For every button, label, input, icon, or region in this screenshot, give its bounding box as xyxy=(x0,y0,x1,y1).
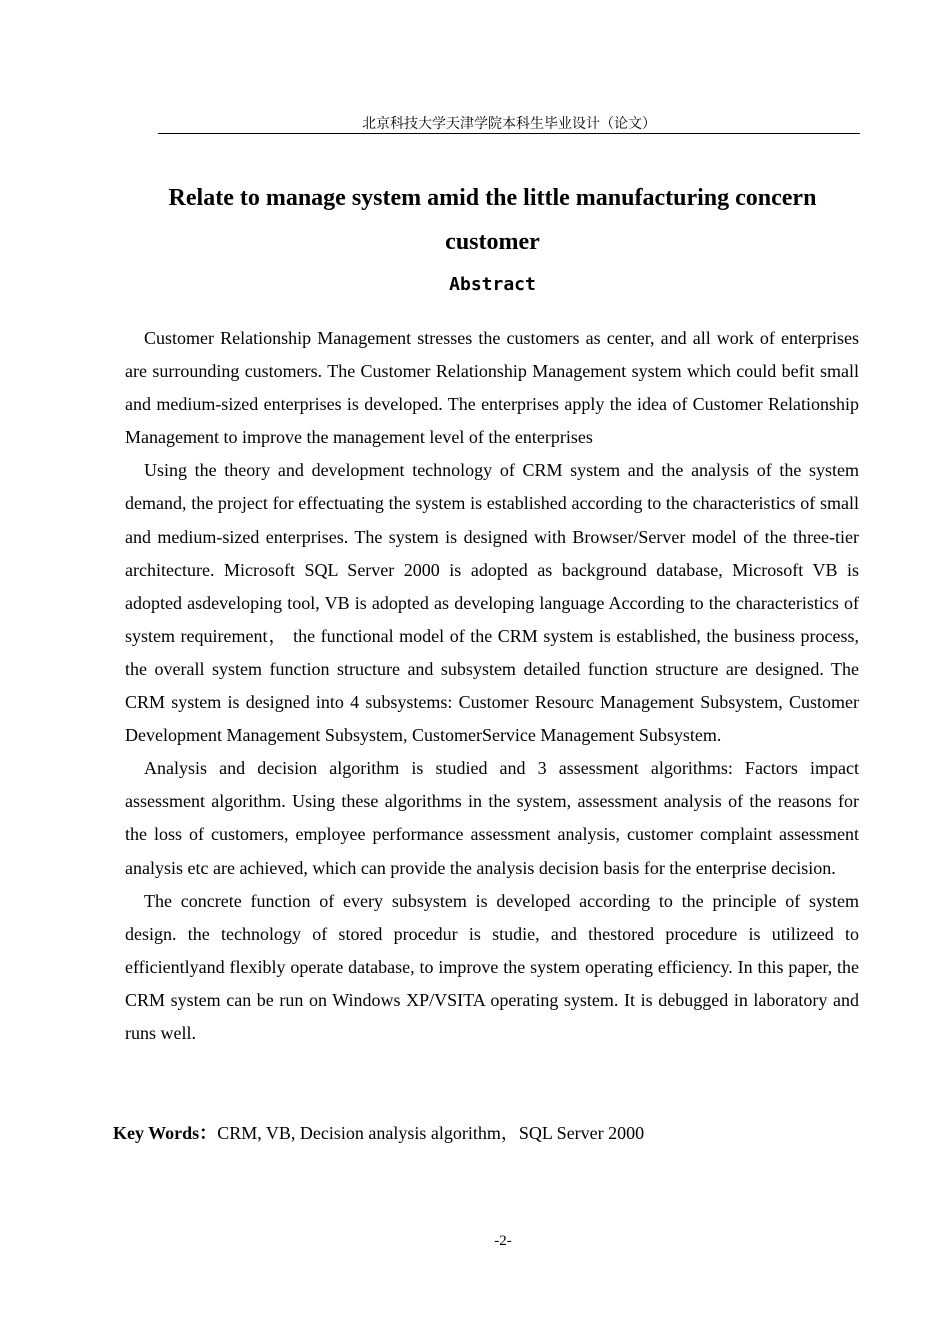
abstract-body xyxy=(125,322,859,1050)
keywords-label: Key Words： xyxy=(113,1123,218,1143)
page-title: Relate to manage system amid the little manufacturing concern customer xyxy=(168,185,817,255)
abstract-paragraph: Customer Relationship Management stresses the customers as center, and all work of enterprises are surrounding customers. The Customer Relationship Management system which could befit small and medium-sized enterprises is developed. The enterprises apply the idea of Customer Relationship Management to improve the management level of the enterprises xyxy=(125,328,859,448)
page-number: -2- xyxy=(494,1233,512,1249)
keywords-line xyxy=(113,1120,644,1146)
abstract-paragraph: Using the theory and development technology of CRM system and the analysis of the system demand, the project for effectuating the system is established according to the characteristics of small and medium-sized enterprises. The system is designed with Browser/Server model of the three-tier architecture. Microsoft SQL Server 2000 is adopted as background database, Microsoft VB is adopted asdeveloping tool, VB is adopted as developing language According to the characteristics of system requirement， the functional model of the CRM system is established, the business process, the overall system function structure and subsystem detailed function structure are designed. The CRM system is designed into 4 subsystems: Customer Resourc Management Subsystem, Customer Development Management Subsystem, CustomerService Management Subsystem. xyxy=(125,460,859,746)
keywords-value: CRM, VB, Decision analysis algorithm，SQL Server 2000 xyxy=(217,1123,645,1143)
abstract-heading: Abstract xyxy=(449,274,536,295)
running-header-text: 北京科技大学天津学院本科生毕业设计（论文） xyxy=(362,116,656,132)
abstract-paragraph: Analysis and decision algorithm is studied and 3 assessment algorithms: Factors impact assessment algorithm. Using these algorithms in the system, assessment analysis of the reasons for the loss of customers, employee performance assessment analysis, customer complaint assessment analysis etc are achieved, which can provide the analysis decision basis for the enterprise decision. xyxy=(125,758,859,878)
running-header xyxy=(158,116,860,134)
abstract-paragraph: The concrete function of every subsystem is developed according to the principle of system design. the technology of stored procedur is studie, and thestored procedure is utilizeed to efficientlyand flexibly operate database, to improve the system operating efficiency. In this paper, the CRM system can be run on Windows XP/VSITA operating system. It is debugged in laboratory and runs well. xyxy=(125,890,859,1043)
